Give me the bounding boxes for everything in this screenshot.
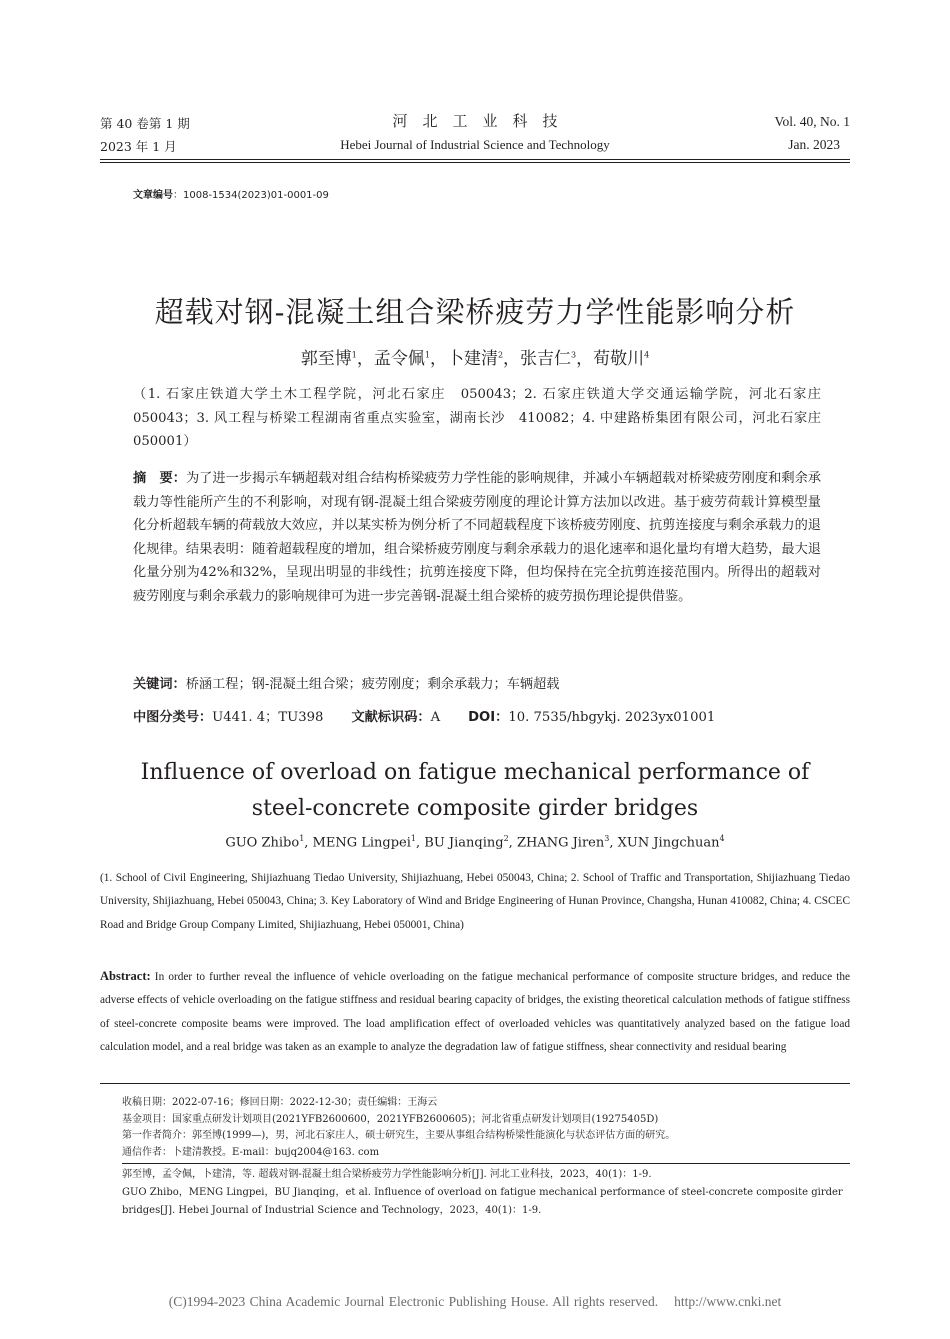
doi-label: DOI： [468,710,509,725]
date-cn: 2023 年 1 月 [100,139,177,154]
author-cn: 张吉仁 [520,349,572,369]
cnki-link: http://www.cnki.net [674,1294,782,1309]
volume-issue-en: Vol. 40, No. 1 [774,114,850,129]
abstract-cn [133,467,821,608]
footnote-received: 收稿日期：2022-07-16；修回日期：2022-12-30；责任编辑：王海云 [122,1097,438,1108]
author-en: GUO Zhibo [225,835,300,851]
author-cn: 郭至博 [300,349,352,369]
title-cn: 超载对钢-混凝土组合梁桥疲劳力学性能影响分析 [154,295,796,329]
journal-name-cn: 河 北 工 业 科 技 [392,112,558,130]
author-mark: 2 [503,834,509,843]
clc-value: U441. 4；TU398 [212,710,324,725]
authors-cn: 郭至博$^1$，孟令佩$^1$，卜建清$^2$，张吉仁$^3$，荀敬川$^4$ [300,349,650,369]
footnote-first-author: 第一作者简介：郭至博(1999—)，男，河北石家庄人，硕士研究生，主要从事组合结构桥梁性能演化与状态评估方面的研究。 [122,1130,676,1141]
author-cn: 卜建清 [446,349,498,369]
citation-rule [122,1163,850,1164]
abstract-cn-text: 为了进一步揭示车辆超载对组合结构桥梁疲劳力学性能的影响规律，并减小车辆超载对桥梁疲劳刚度和剩余承载力等性能所产生的不利影响，对现有钢-混凝土组合梁疲劳刚度的理论计算方法加以改进。基于疲劳荷载计算模型量化分析超载车辆的荷载放大效应，并以某实桥为例分析了不同超载程度下该桥疲劳刚度、抗剪连接度与剩余承载力的退化规律。结果表明：随着超载程度的增加，组合梁桥疲劳刚度与剩余承载力的退化速率和退化量均有增大趋势，最大退化量分别为42%和32%，呈现出明显的非线性；抗剪连接度下降，但均保持在完全抗剪连接范围内。所得出的超载对疲劳刚度与剩余承载力的影响规律可为进一步完善钢-混凝土组合梁桥的疲劳损伤理论提供借鉴。 [133,471,822,604]
footnotes [122,1095,857,1161]
title-en-line: Influence of overload on fatigue mechanical performance of [140,760,810,785]
journal-name-en: Hebei Journal of Industrial Science and Technology [340,137,610,152]
affiliations-cn: （1. 石家庄铁道大学土木工程学院，河北石家庄 050043；2. 石家庄铁道大学交通运输学院，河北石家庄 050043；3. 风工程与桥梁工程湖南省重点实验室，湖南长沙 410082；4. 中建路桥集团有限公司，河北石家庄 050001） [133,387,835,449]
author-en: ZHANG Jiren [516,835,605,851]
citation-en: GUO Zhibo，MENG Lingpei，BU Jianqing，et al. Influence of overload on fatigue mechanical performance of steel-concrete composite girder bridges[J]. Hebei Journal of Industrial Science and Technology，2023，40(1)：1-9. [122,1187,843,1216]
keywords-cn [133,673,821,697]
keywords-text: 桥涵工程；钢-混凝土组合梁；疲劳刚度；剩余承载力；车辆超载 [185,677,560,692]
title-en [0,755,950,827]
abstract-en-label: Abstract: [100,969,151,983]
doc-code-label: 文献标识码： [351,710,431,725]
author-mark: 4 [719,834,725,843]
article-number: 文章编号：1008-1534(2023)01-0001-09 [133,190,329,201]
author-mark: 1 [424,350,430,360]
author-mark: 1 [410,834,416,843]
date-en: Jan. 2023 [788,137,840,152]
author-mark: 3 [604,834,610,843]
citation [122,1166,854,1220]
citation-cn: 郭至博，孟令佩，卜建清，等. 超载对钢-混凝土组合梁桥疲劳力学性能影响分析[J]. 河北工业科技，2023，40(1)：1-9. [122,1169,652,1180]
clc-label: 中图分类号： [133,710,213,725]
affiliations-en: (1. School of Civil Engineering, Shijiazhuang Tiedao University, Shijiazhuang, Hebei 050043, China; 2. School of Traffic and Transportation, Shijiazhuang Tiedao University, Shijiazhuang, Hebei 050043, China; 3. Key Laboratory of Wind and Bridge Engineering of Hunan Province, Changsha, Hunan 410082, China; 4. CSCEC Road and Bridge Group Company Limited, Shijiazhuang, Hebei 050001, China) [100,872,850,931]
volume-issue-cn: 第 40 卷第 1 期 [100,116,190,131]
footnote-rule [100,1083,850,1084]
author-mark: 3 [571,350,577,360]
footnote-corresponding: 通信作者：卜建清教授。E-mail：bujq2004@163. com [122,1146,380,1158]
copyright-line [0,1294,950,1310]
doc-code-value: A [430,710,441,725]
authors-en: GUO Zhibo$^1$, MENG Lingpei$^1$, BU Jianqing$^2$, ZHANG Jiren$^3$, XUN Jingchuan$^4$ [225,834,725,851]
footnote-funding: 基金项目：国家重点研发计划项目(2021YFB2600600，2021YFB2600605)；河北省重点研发计划项目(19275405D) [122,1113,659,1125]
keywords-label: 关键词： [133,677,186,692]
abstract-cn-label: 摘 要： [133,471,186,486]
title-en-line: steel-concrete composite girder bridges [251,796,699,821]
doi-value: 10. 7535/hbgykj. 2023yx01001 [508,710,716,725]
author-en: XUN Jingchuan [617,835,720,851]
author-mark: 1 [351,350,357,360]
author-cn: 荀敬川 [593,349,645,369]
abstract-en [100,965,850,1059]
header-rule-thin [100,162,850,163]
copyright-text: (C)1994-2023 China Academic Journal Electronic Publishing House. All rights reserved. [168,1294,659,1309]
author-en: BU Jianqing [424,835,504,851]
author-cn: 孟令佩 [373,349,425,369]
abstract-en-text: In order to further reveal the influence of vehicle overloading on the fatigue mechanical performance of composite structure bridges, and reduce the adverse effects of vehicle overloading on the fatigue stiffness and residual bearing capacity of bridges, the existing theoretical calculation methods of fatigue stiffness of steel-concrete composite beams were improved. The load amplification effect of overloaded vehicles was quantitatively analyzed based on the fatigue load calculation model, and a real bridge was taken as an example to analyze the degradation law of fatigue stiffness, shear connectivity and residual bearing [100,971,850,1053]
author-mark: 4 [644,350,650,360]
header-rule [100,159,850,160]
author-mark: 2 [497,350,504,360]
author-mark: 1 [299,834,305,843]
classification-line [133,706,833,725]
author-en: MENG Lingpei [312,835,411,851]
